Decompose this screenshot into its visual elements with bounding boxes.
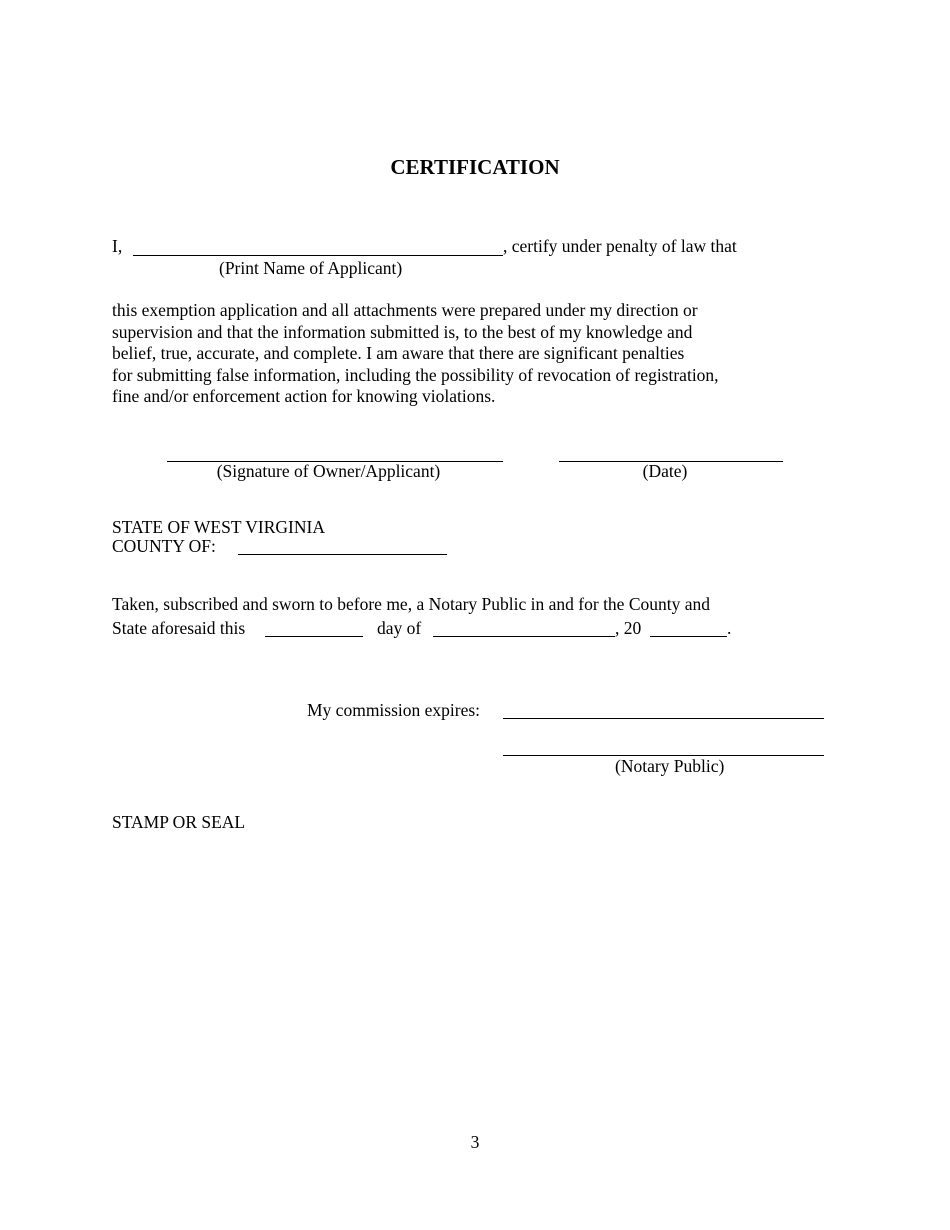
signature-caption: (Signature of Owner/Applicant)	[216, 461, 441, 481]
sworn-period: .	[727, 618, 732, 638]
paragraph-line: this exemption application and all attachments were prepared under my direction or	[112, 300, 698, 320]
sworn-prefix: State aforesaid this	[112, 618, 246, 638]
paragraph-line: fine and/or enforcement action for knowing violations.	[112, 386, 496, 406]
sworn-year-field[interactable]	[650, 620, 727, 637]
date-caption: (Date)	[642, 461, 688, 481]
intro-suffix: , certify under penalty of law that	[503, 236, 737, 256]
county-label: COUNTY OF:	[112, 536, 216, 556]
commission-expires-field[interactable]	[503, 702, 824, 719]
sworn-day-of: day of	[377, 618, 422, 638]
page-title: CERTIFICATION	[390, 155, 560, 179]
sworn-month-field[interactable]	[433, 620, 615, 637]
county-field[interactable]	[238, 537, 447, 555]
print-name-field[interactable]	[133, 237, 503, 256]
commission-label: My commission expires:	[307, 700, 481, 720]
notary-caption: (Notary Public)	[615, 756, 725, 776]
paragraph-line: supervision and that the information submitted is, to the best of my knowledge and	[112, 321, 693, 342]
print-name-caption: (Print Name of Applicant)	[219, 258, 403, 278]
state-line: STATE OF WEST VIRGINIA	[112, 517, 325, 537]
certification-paragraph	[112, 300, 772, 408]
sworn-day-field[interactable]	[265, 620, 363, 637]
signature-field[interactable]	[167, 445, 503, 462]
paragraph-line: for submitting false information, including the possibility of revocation of registration,	[112, 364, 719, 385]
sworn-line-1: Taken, subscribed and sworn to before me, a Notary Public in and for the County and	[112, 594, 710, 614]
sworn-year-prefix: , 20	[615, 618, 642, 638]
intro-prefix: I,	[112, 236, 123, 256]
paragraph-line: belief, true, accurate, and complete. I am aware that there are significant penalties	[112, 343, 685, 363]
stamp-label: STAMP OR SEAL	[112, 812, 246, 832]
page-number: 3	[470, 1132, 480, 1152]
notary-signature-field[interactable]	[503, 739, 824, 756]
date-field[interactable]	[559, 445, 783, 462]
